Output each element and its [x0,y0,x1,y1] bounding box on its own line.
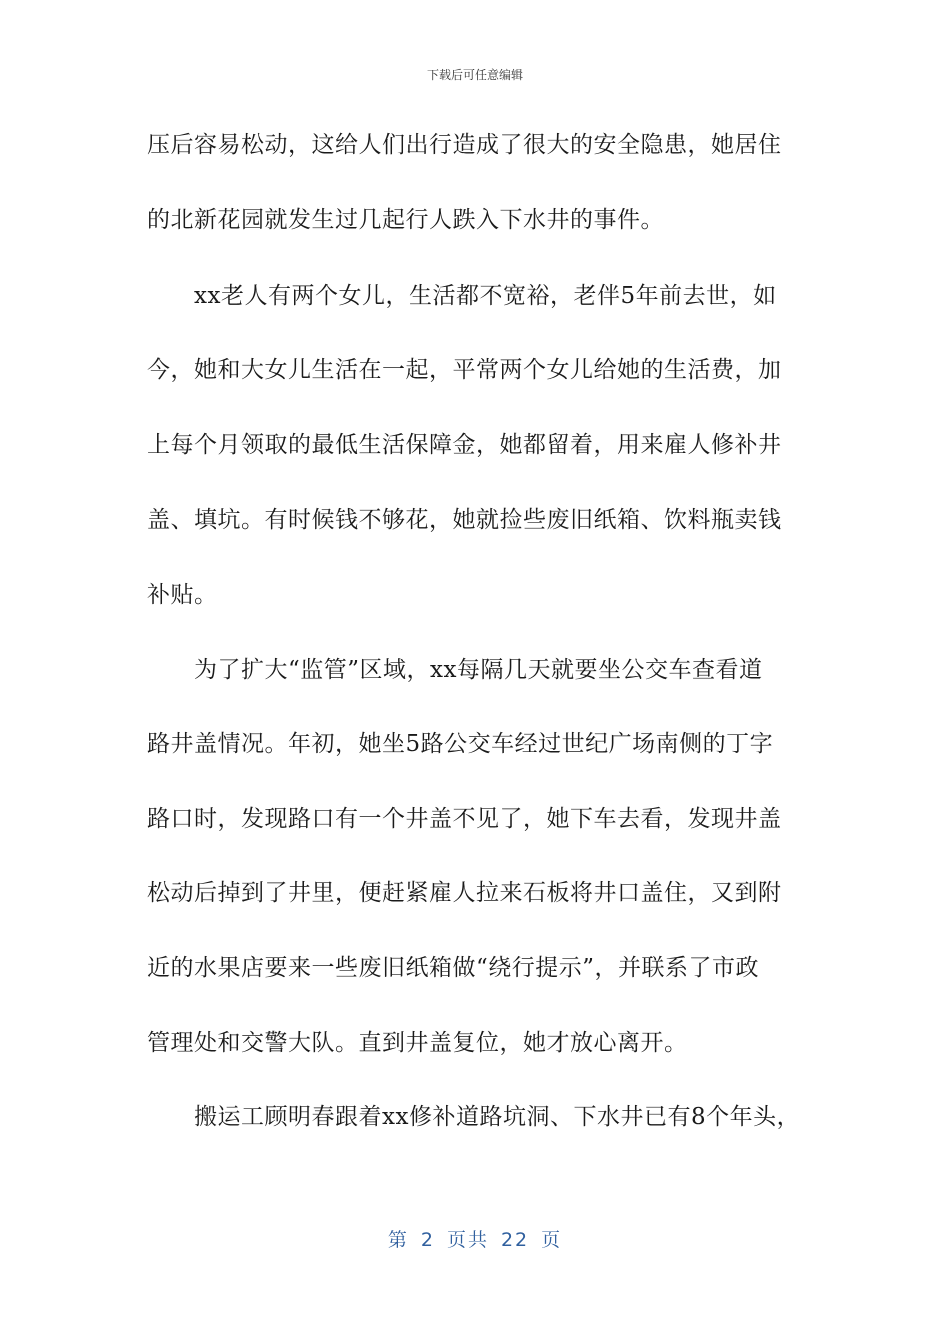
footer-middle: 页共 [446,1229,489,1251]
text-line: 为了扩大“监管”区域，xx每隔几天就要坐公交车查看道 [147,657,763,683]
text-line: 盖、填坑。有时候钱不够花，她就捡些废旧纸箱、饮料瓶卖钱 [147,507,782,533]
text-line: 管理处和交警大队。直到井盖复位，她才放心离开。 [147,1030,688,1056]
text-line: 松动后掉到了井里，便赶紧雇人拉来石板将井口盖住，又到附 [147,880,782,906]
text-line: 路井盖情况。年初，她坐5路公交车经过世纪广场南侧的丁字 [147,731,774,757]
text-line: 近的水果店要来一些废旧纸箱做“绕行提示”，并联系了市政 [147,955,760,981]
footer-suffix: 页 [541,1229,563,1251]
text-line: 的北新花园就发生过几起行人跌入下水井的事件。 [147,207,664,233]
page-header: 下载后可任意编辑 [426,68,523,82]
footer-prefix: 第 [387,1229,409,1251]
text-line: 上每个月领取的最低生活保障金，她都留着，用来雇人修补井 [147,432,782,458]
text-line: xx老人有两个女儿，生活都不宽裕，老伴5年前去世，如 [147,283,777,309]
text-line: 搬运工顾明春跟着xx修补道路坑洞、下水井已有8个年头， [147,1104,801,1130]
text-line: 压后容易松动，这给人们出行造成了很大的安全隐患，她居住 [147,132,782,158]
text-line: 今，她和大女儿生活在一起，平常两个女儿给她的生活费，加 [147,357,782,383]
page-footer [0,1225,950,1252]
text-line: 路口时，发现路口有一个井盖不见了，她下车去看，发现井盖 [147,806,782,832]
current-page-number: 2 [420,1229,435,1251]
total-pages-number: 22 [500,1229,530,1251]
text-line: 补贴。 [147,582,218,608]
